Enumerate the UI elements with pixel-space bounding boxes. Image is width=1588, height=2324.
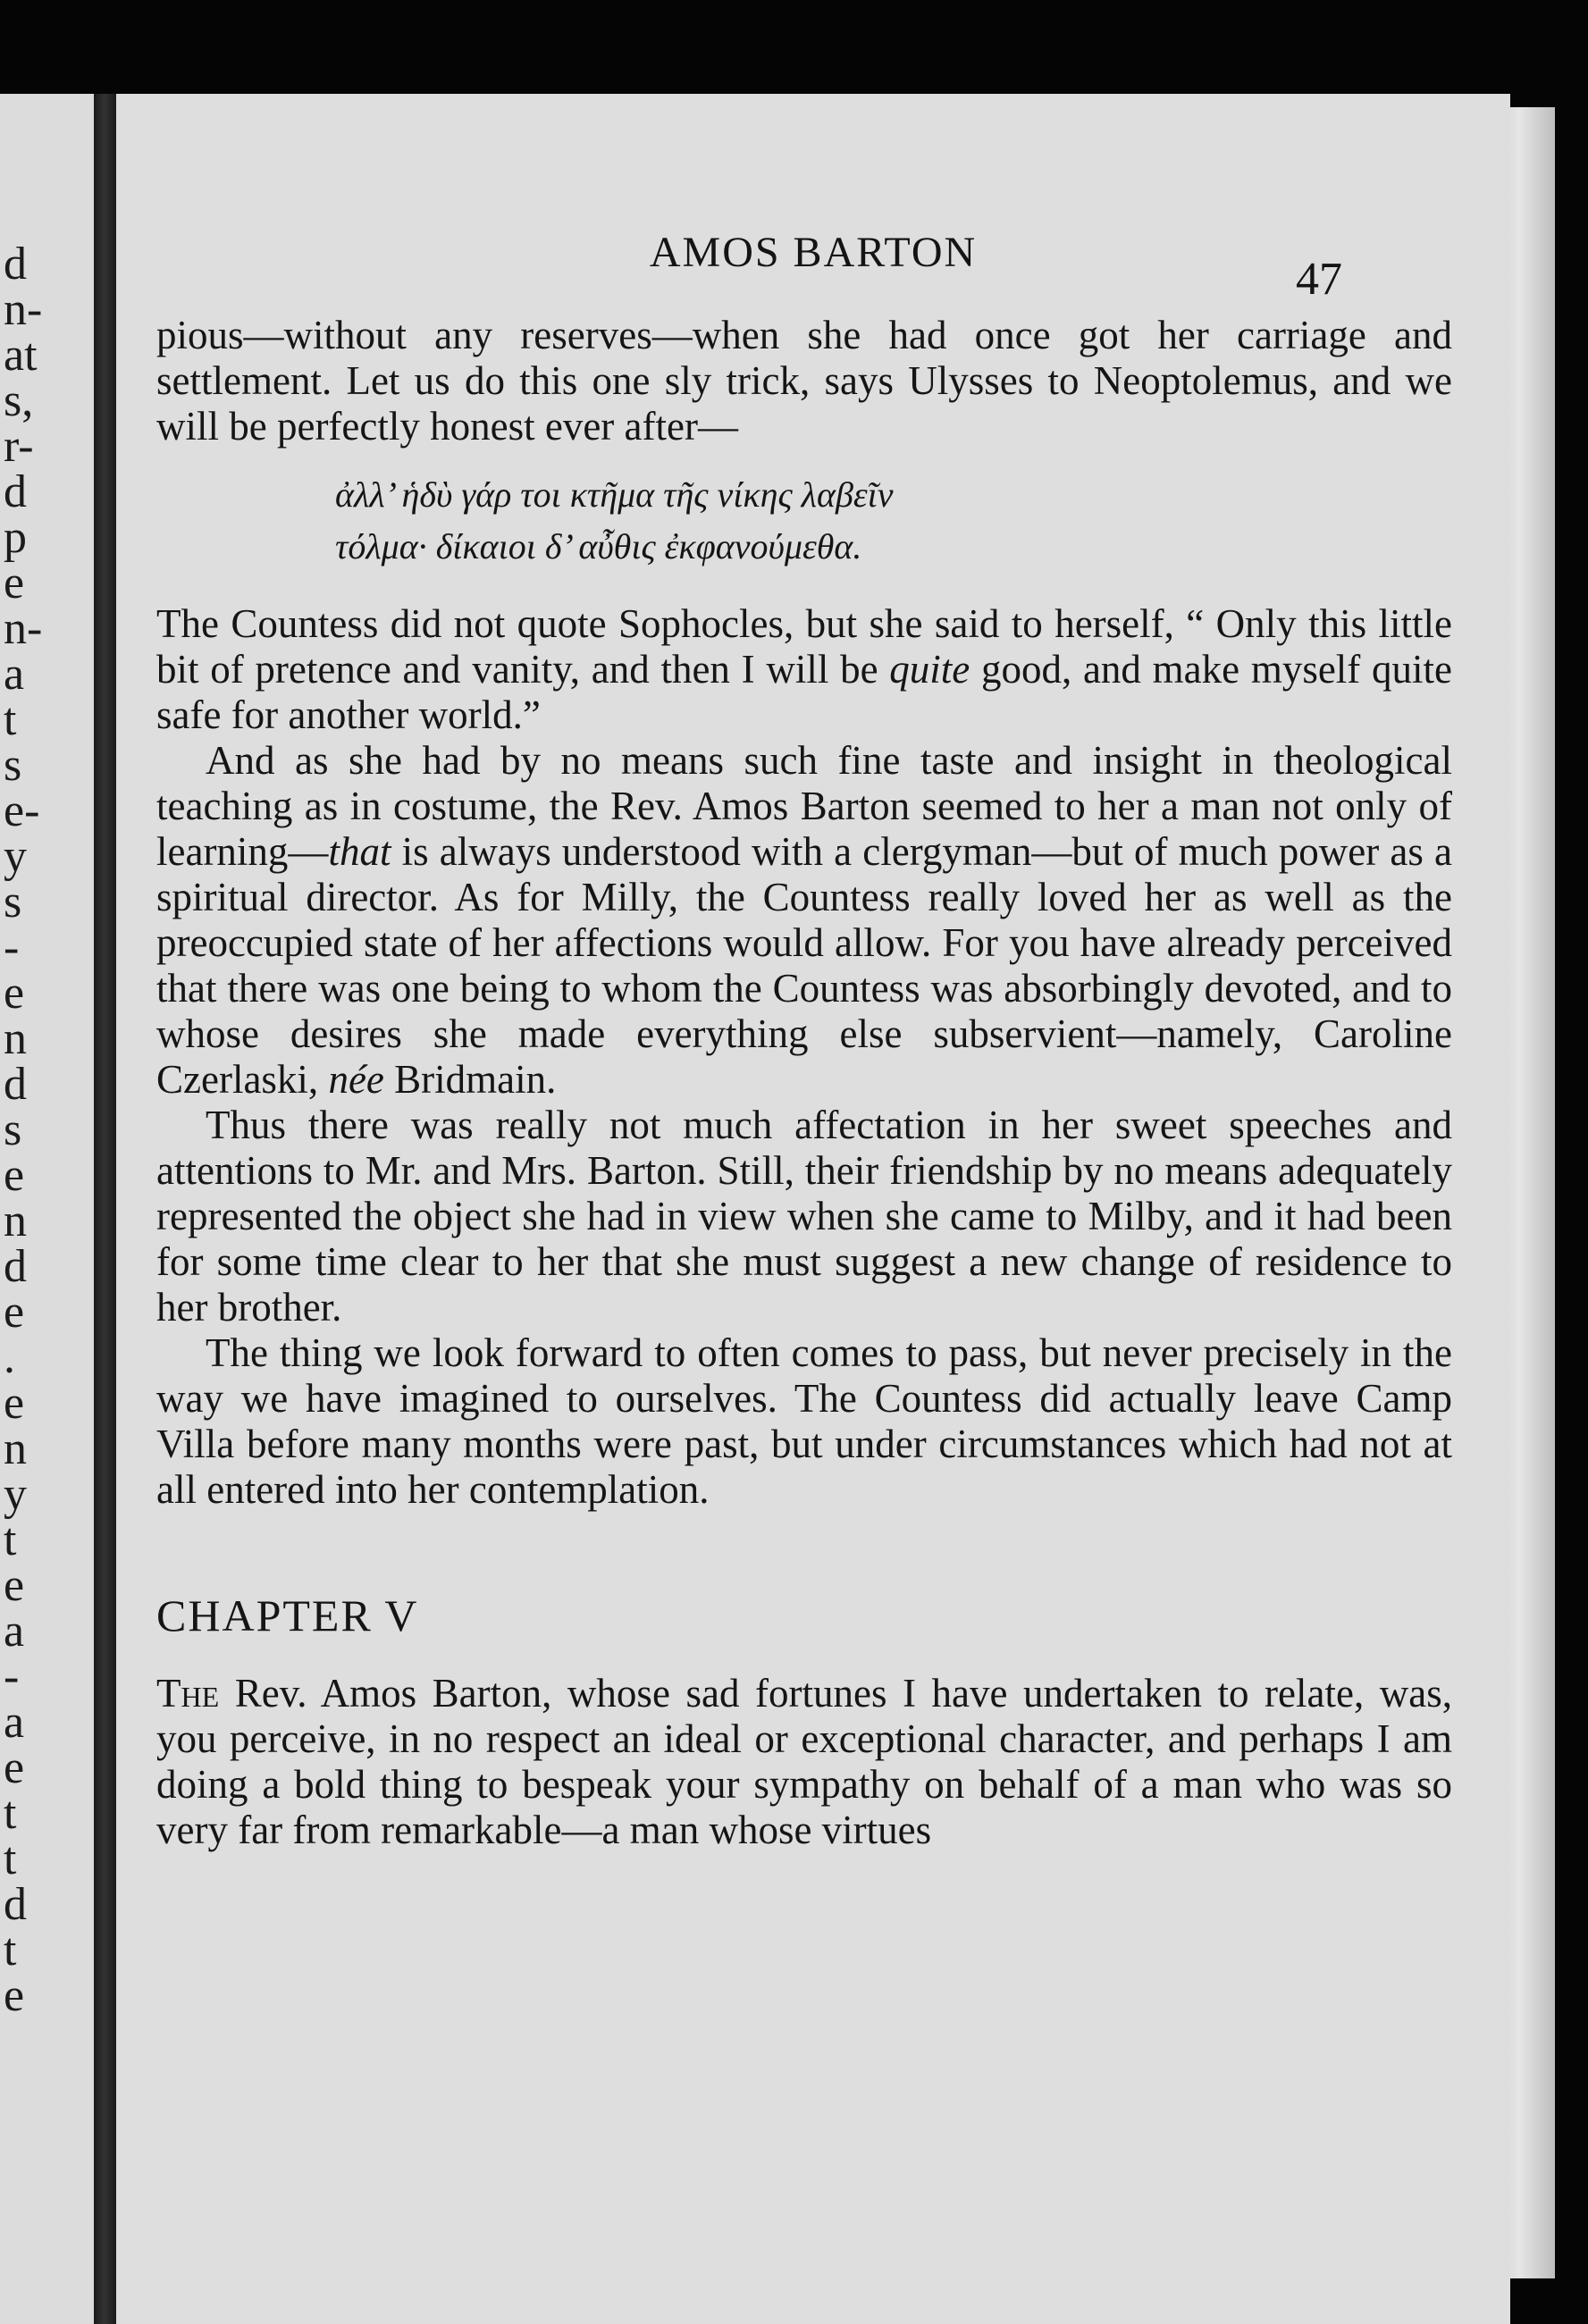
paragraph: The thing we look forward to often comes to pass, but never precisely in the way we have imagined to ourselves. The Countess did actually leave Camp Villa before many months were past, but under circumstances which had not at all entered into her contemplation.: [156, 1330, 1452, 1512]
left-page-fragment: s,: [4, 375, 34, 426]
left-page-fragment: at: [4, 330, 38, 381]
left-page-fragment: a: [4, 1697, 25, 1748]
running-title: AMOS BARTON: [649, 229, 978, 276]
text-run: is always understood with a clergyman—but of much power as a spiritual director. As for Milly, the Countess really loved her as well as the preoccupied state of her affections would allow. For you have already perceived that there was one being to whom the Countess was absorbingly devoted, and to whose desires she made everything else subservient—namely, Caroline Czerlaski,: [156, 829, 1452, 1102]
left-page-fragment: e: [4, 1970, 25, 2021]
left-page-fragment: d: [4, 466, 27, 517]
left-page-fragment: n-: [4, 603, 43, 654]
body-text: [156, 313, 1452, 1853]
left-page-fragment: e: [4, 1287, 25, 1338]
left-page-fragment: n: [4, 1423, 27, 1474]
left-page-fragment: s: [4, 740, 22, 791]
left-page-fragment: y: [4, 1469, 27, 1520]
left-page-fragment: n: [4, 1196, 27, 1246]
paragraph: pious—without any reserves—when she had once got her carriage and settlement. Let us do this one sly trick, says Ulysses to Neoptolemus, and we will be perfectly honest ever after—: [156, 313, 1452, 449]
left-page-fragment: e-: [4, 785, 40, 836]
left-page-fragment: r-: [4, 421, 34, 472]
left-page-fragment: t: [4, 1925, 17, 1976]
paragraph: [156, 738, 1452, 1103]
left-page-fragment: .: [4, 1332, 15, 1383]
left-page-fragment: t: [4, 694, 17, 745]
emphasis: quite: [889, 647, 970, 692]
left-page-fragment: a: [4, 649, 25, 700]
left-page-fragment: t: [4, 1514, 17, 1565]
greek-quotation: [156, 469, 1452, 573]
small-caps-opening: The: [156, 1671, 220, 1716]
left-page-fragment: e: [4, 1150, 25, 1201]
paragraph: Thus there was really not much affectation in her sweet speeches and attentions to Mr. and Mrs. Barton. Still, their friendship by no means adequately represented the object she had in view when she came to Milby, and it had been for some time clear to her that she must suggest a new change of residence to her brother.: [156, 1103, 1452, 1330]
text-run: Rev. Amos Barton, whose sad fortunes I have undertaken to relate, was, you perceive, in no respect an ideal or exceptional character, and perhaps I am doing a bold thing to bespeak your sympathy on behalf of a man who was so very far from remarkable—a man whose virtues: [156, 1671, 1452, 1852]
emphasis: née: [328, 1057, 384, 1102]
paragraph: [156, 601, 1452, 738]
left-page-fragment: n: [4, 1013, 27, 1064]
left-page-fragment: d: [4, 1059, 27, 1110]
text-run: good, and make myself quite safe for another world.”: [156, 647, 1452, 737]
page-number: 47: [1296, 254, 1342, 305]
book-page: [116, 94, 1510, 2324]
emphasis: that: [328, 829, 391, 874]
left-page-fragment: s: [4, 1104, 22, 1155]
left-page-fragment: n-: [4, 284, 43, 335]
left-page-fragment: p: [4, 512, 27, 563]
greek-line: τόλμα· δίκαιοι δ’ αὖθις ἐκφανούμεθα.: [335, 526, 862, 566]
left-page-fragment: y: [4, 831, 27, 882]
left-page-fragment: e: [4, 1378, 25, 1429]
left-page-fragment: e: [4, 1742, 25, 1793]
text-run: Bridmain.: [383, 1057, 557, 1102]
left-page-fragment: a: [4, 1606, 25, 1657]
chapter-heading: CHAPTER V: [156, 1590, 419, 1640]
left-page-fragment: t: [4, 1833, 17, 1884]
left-page-fragment: -: [4, 922, 20, 973]
left-page-fragment: s: [4, 877, 22, 927]
left-page-fragment: e: [4, 968, 25, 1019]
paragraph: [156, 1671, 1452, 1853]
left-page-fragment: d: [4, 1879, 27, 1930]
text-run: And as she had by no means such fine taste and insight in theological teaching as in costume, the Rev. Amos Barton seemed to her a man not only of learning—: [156, 738, 1452, 874]
left-page-fragment: t: [4, 1788, 17, 1839]
text-run: The Countess did not quote Sophocles, but she said to herself, “ Only this little bit of pretence and vanity, and then I will be: [156, 601, 1452, 692]
left-page-fragment: e: [4, 1560, 25, 1611]
left-page-fragment: -: [4, 1651, 20, 1702]
left-page-fragment: e: [4, 558, 25, 608]
left-page-fragment: d: [4, 239, 27, 289]
greek-line: ἀλλ’ ἡδὺ γάρ τοι κτῆμα τῆς νίκης λαβεῖν: [335, 474, 894, 515]
left-page-fragment: d: [4, 1241, 27, 1292]
